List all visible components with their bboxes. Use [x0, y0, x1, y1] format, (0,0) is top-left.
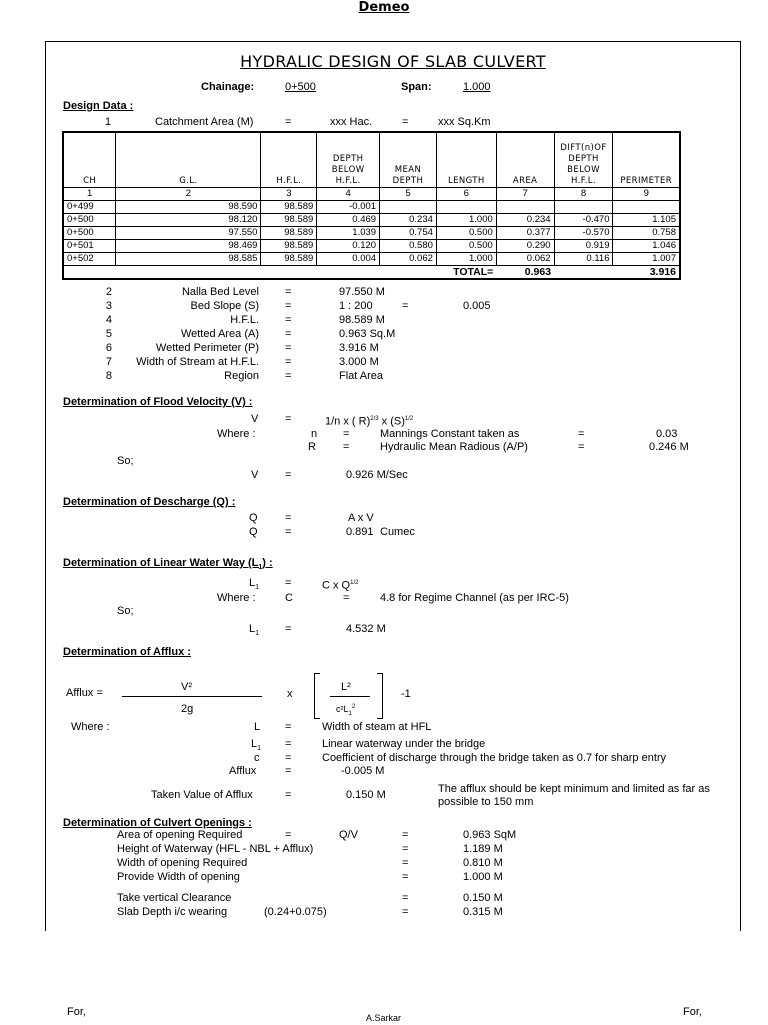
velocity-where: Where : — [217, 428, 256, 440]
table-row — [63, 214, 680, 227]
opening-item-value: 1.000 M — [463, 871, 503, 883]
velocity-formula: 1/n x ( R)$^{2/3}$ x $(S)^{1/2}$ — [325, 415, 414, 428]
column-number: 9 — [613, 188, 680, 201]
column-number: 7 — [496, 188, 554, 201]
velocity-n-desc: Mannings Constant taken as — [380, 428, 520, 440]
table-cell: 0.377 — [496, 227, 554, 240]
afflux-L-symbol: L — [254, 721, 261, 733]
design-item-label: Width of Stream at H.F.L. — [136, 356, 259, 368]
table-cell — [496, 201, 554, 214]
design-item-eq: = — [285, 314, 292, 326]
table-cell: 0.500 — [436, 227, 496, 240]
catchment-val2: xxx Sq.Km — [438, 116, 491, 128]
afflux-c-symbol: c — [254, 752, 260, 764]
table-cell: 0+502 — [63, 253, 116, 266]
column-number: 8 — [554, 188, 613, 201]
design-item-label: Wetted Area (A) — [180, 328, 259, 340]
column-header: DEPTH BELOW H.F.L. — [317, 132, 380, 188]
design-item-label: H.F.L. — [230, 314, 259, 326]
opening-item-value: 1.189 M — [463, 843, 503, 855]
table-cell: 1.000 — [436, 253, 496, 266]
design-item-label: Wetted Perimeter (P) — [155, 342, 259, 354]
column-number: 2 — [116, 188, 261, 201]
table-cell: 0.469 — [317, 214, 380, 227]
design-item-number: 7 — [105, 356, 112, 368]
afflux-note-line-2: possible to 150 mm — [438, 796, 534, 808]
design-data-heading: Design Data : — [63, 100, 134, 112]
opening-item-value: 0.315 M — [463, 906, 503, 918]
velocity-r-eq2: = — [578, 441, 585, 453]
column-number-row — [63, 188, 680, 201]
opening-item-value: 0.150 M — [463, 892, 503, 904]
afflux-times: x — [287, 688, 293, 700]
catchment-eq1: = — [285, 116, 292, 128]
cross-section-table — [62, 131, 681, 280]
span-value: 1.000 — [463, 81, 491, 93]
afflux-where: Where : — [71, 721, 110, 733]
catchment-no: 1 — [105, 116, 112, 128]
afflux-minus-one: -1 — [401, 688, 411, 700]
design-item-number: 4 — [105, 314, 112, 326]
table-cell: 0.758 — [613, 227, 680, 240]
design-item-value: 1 : 200 — [339, 300, 373, 312]
table-total-row — [63, 266, 680, 280]
opening-item-eq: = — [402, 871, 409, 883]
waterway-eq: = — [285, 577, 292, 589]
table-cell: -0.470 — [554, 214, 613, 227]
opening-item-eq: = — [402, 829, 409, 841]
document-title: HYDRALIC DESIGN OF SLAB CULVERT — [240, 52, 546, 71]
afflux-c-eq: = — [285, 752, 292, 764]
table-cell: 98.585 — [116, 253, 261, 266]
discharge-eq-2: = — [285, 526, 292, 538]
discharge-q-symbol-2: Q — [249, 526, 258, 538]
design-item-eq: = — [285, 286, 292, 298]
column-number: 4 — [317, 188, 380, 201]
discharge-unit: Cumec — [380, 526, 415, 538]
discharge-eq: = — [285, 512, 292, 524]
opening-item-value: 0.810 M — [463, 857, 503, 869]
column-number: 3 — [261, 188, 317, 201]
opening-item-mid: (0.24+0.075) — [264, 906, 327, 918]
opening-item-eq: = — [402, 843, 409, 855]
velocity-n-value: 0.03 — [656, 428, 678, 440]
table-cell: 98.120 — [116, 214, 261, 227]
table-cell: 0.919 — [554, 240, 613, 253]
design-item-value: 98.589 M — [339, 314, 385, 326]
waterway-result: 4.532 M — [346, 623, 386, 635]
table-cell — [554, 201, 613, 214]
openings-heading: Determination of Culvert Openings : — [63, 817, 252, 829]
velocity-n-symbol: n — [311, 428, 318, 440]
table-cell: 0.234 — [496, 214, 554, 227]
table-cell: 0+501 — [63, 240, 116, 253]
velocity-v-symbol: V — [251, 413, 259, 425]
opening-item-value: 0.963 SqM — [463, 829, 517, 841]
table-cell: 98.469 — [116, 240, 261, 253]
opening-item-label: Take vertical Clearance — [117, 892, 232, 904]
design-item-label: Region — [224, 370, 259, 382]
discharge-q-symbol: Q — [249, 512, 258, 524]
velocity-r-eq: = — [343, 441, 350, 453]
table-row — [63, 240, 680, 253]
design-item-value: 0.963 Sq.M — [339, 328, 396, 340]
discharge-formula: A x V — [348, 512, 374, 524]
afflux-taken-label: Taken Value of Afflux — [151, 789, 253, 801]
velocity-result: 0.926 M/Sec — [346, 469, 408, 481]
velocity-n-eq2: = — [578, 428, 585, 440]
waterway-eq-2: = — [285, 623, 292, 635]
table-row — [63, 201, 680, 214]
table-cell: 0.234 — [380, 214, 437, 227]
design-item-eq: = — [285, 300, 292, 312]
velocity-n-eq: = — [343, 428, 350, 440]
span-label: Span: — [401, 81, 432, 93]
chainage-value: 0+500 — [285, 81, 316, 93]
catchment-val1: xxx Hac. — [330, 116, 373, 128]
table-cell: 0.004 — [317, 253, 380, 266]
waterway-c-eq: = — [343, 592, 350, 604]
afflux-fraction-bar — [122, 696, 262, 697]
waterway-where: Where : — [217, 592, 256, 604]
afflux-numerator: V² — [181, 681, 192, 693]
design-item-label: Bed Slope (S) — [190, 300, 259, 312]
afflux-inner-denominator: $c^2L_1^2$ — [336, 704, 356, 717]
velocity-v-symbol-2: V — [251, 469, 259, 481]
column-header: DIFT(n)OF DEPTH BELOW H.F.L. — [554, 132, 613, 188]
column-number: 5 — [380, 188, 437, 201]
afflux-inner-fraction-bar — [330, 696, 370, 697]
table-cell: 0.116 — [554, 253, 613, 266]
total-area: 0.963 — [496, 266, 554, 280]
design-item-value: 3.916 M — [339, 342, 379, 354]
column-header: LENGTH — [436, 132, 496, 188]
footer-left-for: For, — [67, 1006, 86, 1018]
column-number: 6 — [436, 188, 496, 201]
column-header: CH — [63, 132, 116, 188]
column-header: PERIMETER — [613, 132, 680, 188]
design-item-value: 3.000 M — [339, 356, 379, 368]
design-item-number: 6 — [105, 342, 112, 354]
velocity-r-desc: Hydraulic Mean Radious (A/P) — [380, 441, 528, 453]
afflux-heading: Determination of Afflux : — [63, 646, 191, 658]
table-cell: 0+499 — [63, 201, 116, 214]
table-cell: 0+500 — [63, 214, 116, 227]
afflux-L1-desc: Linear waterway under the bridge — [322, 738, 486, 750]
discharge-result: 0.891 — [346, 526, 374, 538]
table-row — [63, 227, 680, 240]
velocity-result-eq: = — [285, 469, 292, 481]
catchment-eq2: = — [402, 116, 409, 128]
velocity-r-value: 0.246 M — [649, 441, 689, 453]
design-item-number: 8 — [105, 370, 112, 382]
opening-item-label: Provide Width of opening — [117, 871, 240, 883]
total-label: TOTAL= — [436, 266, 496, 280]
waterway-l1-symbol: $L_1$ — [249, 577, 260, 592]
opening-item-eq: = — [402, 906, 409, 918]
afflux-taken-value: 0.150 M — [346, 789, 386, 801]
column-header: G.L. — [116, 132, 261, 188]
design-item-value: 97.550 M — [339, 286, 385, 298]
table-cell — [436, 201, 496, 214]
table-cell: 0.062 — [496, 253, 554, 266]
waterway-formula: C x $Q^{1/2}$ — [322, 579, 359, 592]
column-number: 1 — [63, 188, 116, 201]
column-header: H.F.L. — [261, 132, 317, 188]
afflux-L-desc: Width of steam at HFL — [322, 721, 432, 733]
opening-item-label: Width of opening Required — [117, 857, 248, 869]
discharge-heading: Determination of Descharge (Q) : — [63, 496, 236, 508]
table-cell: 0.580 — [380, 240, 437, 253]
design-item-eq: = — [285, 356, 292, 368]
table-cell: 97.550 — [116, 227, 261, 240]
design-item-number: 2 — [105, 286, 112, 298]
table-cell: 98.589 — [261, 253, 317, 266]
table-cell: 98.589 — [261, 227, 317, 240]
opening-item-eq: = — [402, 892, 409, 904]
table-header-row — [63, 132, 680, 188]
waterway-so: So; — [117, 605, 134, 617]
design-item-extra-eq: = — [402, 300, 409, 312]
afflux-label: Afflux = — [66, 687, 103, 699]
opening-item-mid-eq: = — [285, 829, 292, 841]
chainage-label: Chainage: — [201, 81, 255, 93]
footer-right-for: For, — [683, 1006, 702, 1018]
opening-item-label: Height of Waterway (HFL - NBL + Afflux) — [117, 843, 314, 855]
table-row — [63, 253, 680, 266]
table-cell: 0.062 — [380, 253, 437, 266]
table-cell — [613, 201, 680, 214]
afflux-L1-eq: = — [285, 738, 292, 750]
velocity-so: So; — [117, 455, 134, 467]
table-cell: 1.046 — [613, 240, 680, 253]
velocity-eq: = — [285, 413, 292, 425]
table-cell: 98.590 — [116, 201, 261, 214]
column-header: AREA — [496, 132, 554, 188]
opening-item-mid: Q/V — [339, 829, 358, 841]
afflux-right-bracket — [377, 673, 383, 719]
afflux-denominator: 2g — [181, 703, 194, 715]
total-spacer — [63, 266, 436, 280]
opening-item-eq: = — [402, 857, 409, 869]
total-spacer-2 — [554, 266, 613, 280]
table-cell: 0.500 — [436, 240, 496, 253]
design-item-extra: 0.005 — [463, 300, 491, 312]
opening-item-label: Area of opening Required — [117, 829, 243, 841]
design-item-label: Nalla Bed Level — [181, 286, 259, 298]
waterway-c-desc: 4.8 for Regime Channel (as per IRC-5) — [380, 592, 569, 604]
design-item-eq: = — [285, 370, 292, 382]
velocity-r-symbol: R — [308, 441, 316, 453]
design-item-number: 3 — [105, 300, 112, 312]
table-cell: 1.039 — [317, 227, 380, 240]
afflux-value-eq: = — [285, 765, 292, 777]
design-item-eq: = — [285, 342, 292, 354]
table-cell: 1.007 — [613, 253, 680, 266]
table-cell: 0+500 — [63, 227, 116, 240]
afflux-left-bracket — [314, 673, 320, 719]
page-header: Demeo — [358, 0, 410, 15]
table-cell: -0.001 — [317, 201, 380, 214]
table-cell: 0.120 — [317, 240, 380, 253]
table-cell: 0.290 — [496, 240, 554, 253]
table-cell: -0.570 — [554, 227, 613, 240]
design-item-eq: = — [285, 328, 292, 340]
table-cell — [380, 201, 437, 214]
design-item-number: 5 — [105, 328, 112, 340]
afflux-inner-numerator: L² — [341, 681, 351, 693]
waterway-l1-symbol-2: $L_1$ — [249, 623, 260, 638]
catchment-label: Catchment Area (M) — [155, 116, 254, 128]
footer-signatory: A.Sarkar — [366, 1013, 402, 1023]
column-header: MEAN DEPTH — [380, 132, 437, 188]
velocity-heading: Determination of Flood Velocity (V) : — [63, 396, 253, 408]
waterway-heading: Determination of Linear Water Way $(L_1)$ : — [63, 557, 273, 572]
table-cell: 98.589 — [261, 214, 317, 227]
afflux-note-line-1: The afflux should be kept minimum and limited as far as — [438, 783, 710, 795]
afflux-L1-symbol: $L_1$ — [251, 738, 262, 753]
afflux-taken-eq: = — [285, 789, 292, 801]
table-cell: 98.589 — [261, 240, 317, 253]
afflux-c-desc: Coefficient of discharge through the bridge taken as 0.7 for sharp entry — [322, 752, 667, 764]
design-item-value: Flat Area — [339, 370, 384, 382]
table-cell: 1.105 — [613, 214, 680, 227]
table-cell: 1.000 — [436, 214, 496, 227]
table-cell: 0.754 — [380, 227, 437, 240]
afflux-value: -0.005 M — [341, 765, 385, 777]
opening-item-label: Slab Depth i/c wearing — [117, 906, 228, 918]
afflux-value-label: Afflux — [229, 765, 257, 777]
waterway-c-symbol: C — [285, 592, 293, 604]
afflux-L-eq: = — [285, 721, 292, 733]
table-cell: 98.589 — [261, 201, 317, 214]
total-perimeter: 3.916 — [613, 266, 680, 280]
